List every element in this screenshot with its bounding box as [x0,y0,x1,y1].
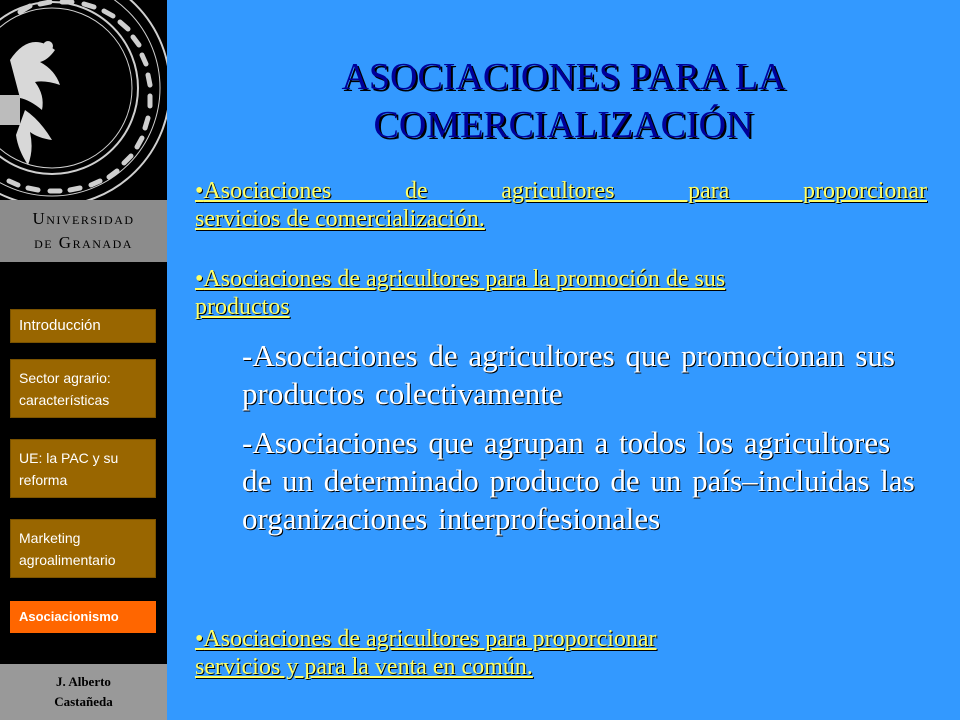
nav-item-asociacionismo-active[interactable] [10,601,156,633]
slide-title-line1: ASOCIACIONES PARA LA [341,56,786,98]
nav-item-ue-pac[interactable] [10,439,156,498]
university-name-box [0,200,167,262]
bullet-line: servicios de comercialización. [195,206,485,232]
bullet-promocion-productos[interactable] [195,265,927,321]
bullet-text: Asociaciones de agricultores para proporcionar [203,626,657,652]
bullet-text: Asociaciones de agricultores para la promoción de sus [203,266,726,292]
bullet-servicios-comercializacion[interactable] [195,177,927,233]
university-seal-logo [0,0,167,200]
subitem-promocion-colectiva: -Asociaciones de agricultores que promocionan sus productos colectivamente [242,338,895,411]
bullet-line: servicios y para la venta en común. [195,654,533,680]
nav-item-label: Marketing agroalimentario [19,529,116,568]
university-name: Universidad de Granada [32,209,135,252]
bullet-line [195,265,927,293]
nav-item-introduccion[interactable] [10,309,156,343]
nav-item-label: UE: la PAC y su reforma [19,449,119,488]
bullet-marker: • [195,266,204,292]
subitem-agrupan-agricultores: -Asociaciones que agrupan a todos los agricultores de un determinado producto de un país–incluidas las organizaciones interprofesionales [242,425,915,536]
bullet-marker: • [195,178,204,204]
nav-item-marketing[interactable] [10,519,156,578]
sidebar [0,0,167,720]
author-name: J. Alberto Castañeda [54,674,113,709]
author-box [0,664,167,720]
nav-item-label: Introducción [19,317,101,334]
bullet-line [195,625,927,653]
slide-title [167,53,960,149]
slide-content [167,0,960,720]
bullet-text: Asociaciones de agricultores para proporcionar [203,178,927,204]
nav-item-label: Asociacionismo [19,609,119,624]
bullet-venta-comun[interactable] [195,625,927,681]
bullet-marker: • [195,626,204,652]
nav-item-label: Sector agrario: características [19,369,111,408]
nav-item-sector-agrario[interactable] [10,359,156,418]
bullet-line [195,177,927,205]
slide-title-line2: COMERCIALIZACIÓN [373,104,754,146]
bullet-line: productos [195,294,290,320]
